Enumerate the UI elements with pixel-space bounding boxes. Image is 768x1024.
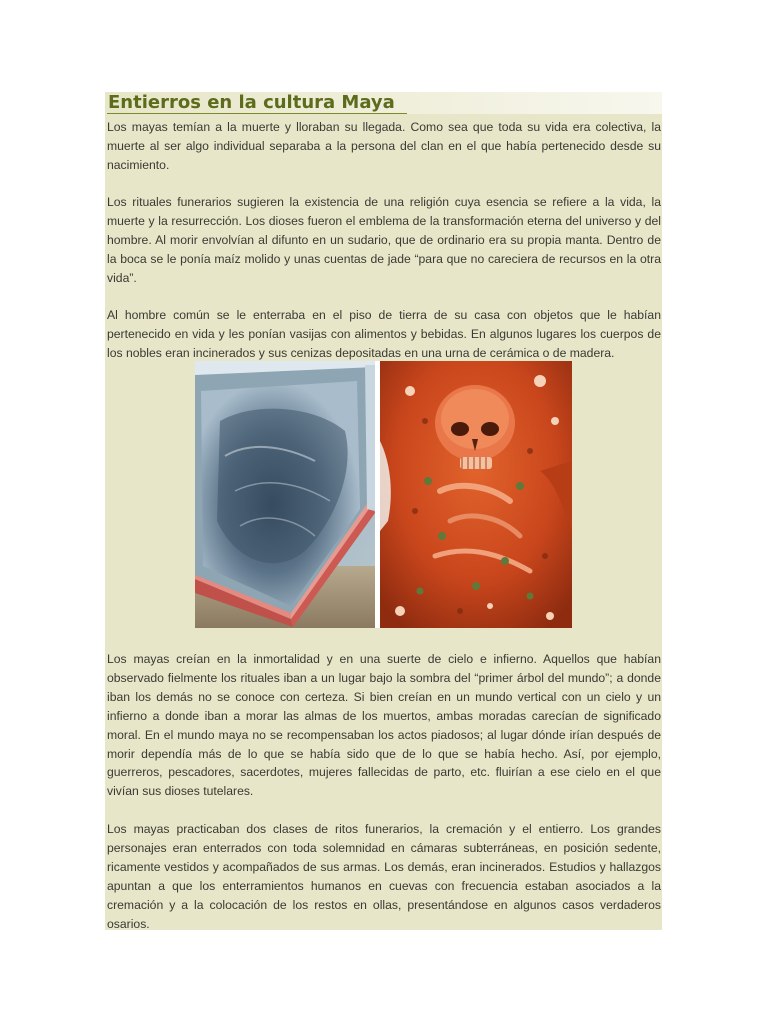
paragraph-2: Los rituales funerarios sugieren la existencia de una religión cuya esencia se refiere a la vida, la muerte y la resurrección. Los dioses fueron el emblema de la transformación eterna del universo y del hombre. Al morir envolvían al difunto en un sudario, que de ordinario era su propia manta. Dentro de la boca se le ponía maíz molido y unas cuentas de jade “para que no careciera de recursos en la otra vida”. — [107, 195, 661, 285]
article-panel — [105, 92, 662, 930]
skeleton-remains-photo — [380, 361, 572, 628]
paragraph-5: Los mayas practicaban dos clases de ritos funerarios, la cremación y el entierro. Los grandes personajes eran enterrados con toda solemnidad en cámaras subterráneas, en posición sedente, ricamente vestidos y acompañados de sus armas. Los demás, eran incinerados. Estudios y hallazgos apuntan a que los enterramientos humanos en cuevas con frecuencia estaban asociados a la cremación y a la colocación de los restos en ollas, presentándose en algunos casos verdaderos osarios. — [107, 822, 661, 931]
tomb-pit-photo — [195, 361, 375, 628]
title-underline — [107, 113, 407, 114]
article-title: Entierros en la cultura Maya — [108, 92, 395, 113]
paragraph-4: Los mayas creían en la inmortalidad y en una suerte de cielo e infierno. Aquellos que habían observado fielmente los rituales iban a un lugar bajo la sombra del “primer árbol del mundo”; a donde iban los demás no se conoce con certeza. Si bien creían en un mundo vertical con un cielo y un infierno a donde iban a morar las almas de los muertos, ambas moradas carecían de significado moral. En el mundo maya no se recompensaban los actos piadosos; al lugar dónde irían después de morir dependía más de lo que se había sido que de lo que se había hecho. Así, por ejemplo, guerreros, pescadores, sacerdotes, mujeres fallecidas de parto, etc. fluirían a ese cielo en el que vivían sus dioses tutelares. — [107, 652, 661, 799]
paragraph-3: Al hombre común se le enterraba en el piso de tierra de su casa con objetos que le habían pertenecido en vida y les ponían vasijas con alimentos y bebidas. En algunos lugares los cuerpos de los nobles eran incinerados y sus cenizas depositadas en una urna de cerámica o de madera. — [107, 308, 661, 360]
burial-photos — [195, 361, 572, 628]
paragraph-1: Los mayas temían a la muerte y lloraban su llegada. Como sea que toda su vida era colectiva, la muerte al ser algo individual separaba a la persona del clan en el que había pertenecido desde su nacimiento. — [107, 120, 661, 172]
